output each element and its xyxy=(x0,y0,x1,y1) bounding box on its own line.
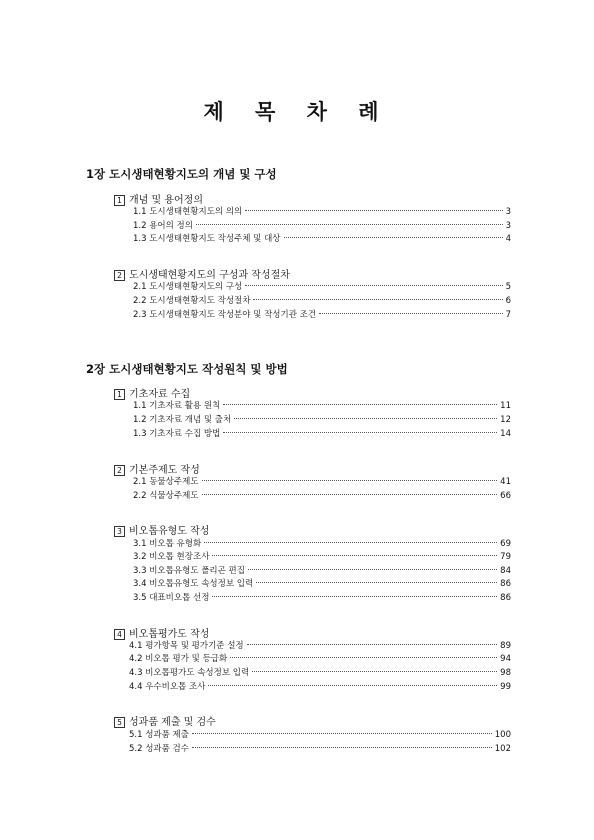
toc-entry[interactable] xyxy=(133,233,511,246)
toc-entry[interactable] xyxy=(133,538,511,551)
section-number-box: 2 xyxy=(114,270,125,281)
toc-entry[interactable] xyxy=(133,414,511,427)
section-title: 도시생태현황지도의 구성과 작성절차 xyxy=(129,270,290,281)
toc-entry-label: 1.3 도시생태현황지도 작성주체 및 대상 xyxy=(133,234,281,244)
toc-entry[interactable] xyxy=(129,653,511,666)
section-title: 기본주제도 작성 xyxy=(129,465,200,476)
toc-entry-page: 3 xyxy=(505,207,511,217)
toc-entry-label: 2.1 도시생태현황지도의 구성 xyxy=(133,282,243,292)
dot-leader xyxy=(204,542,497,543)
toc-entry-page: 66 xyxy=(500,491,511,501)
toc-entry-page: 41 xyxy=(500,477,511,487)
dot-leader xyxy=(196,224,503,225)
section-number-box: 1 xyxy=(114,195,125,206)
dot-leader xyxy=(252,671,497,672)
toc-entry[interactable] xyxy=(129,681,511,694)
section-title: 비오톱평가도 작성 xyxy=(129,629,210,640)
toc-entry-label: 1.3 기초자료 수집 방법 xyxy=(133,429,221,439)
section-title: 기초자료 수집 xyxy=(129,389,191,400)
toc-entry[interactable] xyxy=(133,490,511,503)
toc-entry-label: 2.2 식물상주제도 xyxy=(133,491,199,501)
toc-entry-page: 6 xyxy=(505,296,511,306)
dot-leader xyxy=(212,555,497,556)
section-title: 비오톱유형도 작성 xyxy=(129,526,210,537)
toc-entry[interactable] xyxy=(133,309,511,322)
section-number-box: 2 xyxy=(114,465,125,476)
toc-entry-page: 11 xyxy=(500,401,511,411)
toc-entry[interactable] xyxy=(133,428,511,441)
toc-entry-page: 5 xyxy=(505,282,511,292)
toc-entry[interactable] xyxy=(133,281,511,294)
section-number-box: 5 xyxy=(114,717,125,728)
section-heading xyxy=(114,625,209,640)
dot-leader xyxy=(319,313,503,314)
section-heading xyxy=(114,713,216,728)
toc-entry[interactable] xyxy=(129,729,511,742)
toc-entry-label: 1.1 기초자료 활용 원칙 xyxy=(133,401,221,411)
toc-entry-page: 12 xyxy=(500,415,511,425)
toc-entry-label: 2.1 동물상주제도 xyxy=(133,477,199,487)
dot-leader xyxy=(223,404,497,405)
toc-entry-label: 4.4 우수비오톱 조사 xyxy=(129,682,206,692)
section-number-box: 4 xyxy=(114,629,125,640)
dot-leader xyxy=(284,237,503,238)
chapter-heading: 1장 도시생태현황지도의 개념 및 구성 xyxy=(86,167,277,181)
toc-entry-label: 3.3 비오톱유형도 폴리곤 편집 xyxy=(133,566,245,576)
dot-leader xyxy=(223,432,497,433)
toc-entry-label: 3.1 비오톱 유형화 xyxy=(133,539,202,549)
section-number-box: 1 xyxy=(114,389,125,400)
toc-entry[interactable] xyxy=(133,295,511,308)
toc-entry-page: 79 xyxy=(500,552,511,562)
dot-leader xyxy=(256,582,497,583)
toc-entry-page: 4 xyxy=(505,234,511,244)
toc-entry-label: 4.3 비오톱평가도 속성정보 입력 xyxy=(129,668,250,678)
section-heading xyxy=(114,266,290,281)
toc-entry[interactable] xyxy=(133,578,511,591)
toc-entry-label: 4.2 비오톱 평가 및 등급화 xyxy=(129,654,228,664)
toc-entry-label: 1.1 도시생태현황지도의 의의 xyxy=(133,207,243,217)
toc-entry-page: 100 xyxy=(494,730,511,740)
toc-entry[interactable] xyxy=(133,592,511,605)
toc-entry-page: 14 xyxy=(500,429,511,439)
chapter-heading: 2장 도시생태현황지도 작성원칙 및 방법 xyxy=(86,362,288,376)
toc-entry-page: 98 xyxy=(500,668,511,678)
section-title: 개념 및 용어정의 xyxy=(129,195,203,206)
section-heading xyxy=(114,461,200,476)
dot-leader xyxy=(248,569,497,570)
toc-entry-page: 89 xyxy=(500,641,511,651)
toc-entry-page: 84 xyxy=(500,566,511,576)
section-heading xyxy=(114,191,203,206)
toc-entry-page: 86 xyxy=(500,579,511,589)
toc-entry-label: 2.3 도시생태현황지도 작성분야 및 작성기관 조건 xyxy=(133,310,317,320)
toc-entry-label: 3.5 대표비오톱 선정 xyxy=(133,593,210,603)
toc-entry-label: 1.2 기초자료 개념 및 출처 xyxy=(133,415,232,425)
toc-entry[interactable] xyxy=(133,476,511,489)
dot-leader xyxy=(208,685,497,686)
dot-leader xyxy=(245,210,502,211)
dot-leader xyxy=(202,480,498,481)
toc-entry-label: 5.1 성과품 제출 xyxy=(129,730,189,740)
toc-entry-page: 99 xyxy=(500,682,511,692)
toc-entry[interactable] xyxy=(133,565,511,578)
dot-leader xyxy=(230,657,497,658)
dot-leader xyxy=(245,285,502,286)
dot-leader xyxy=(234,418,497,419)
section-number-box: 3 xyxy=(114,526,125,537)
toc-entry[interactable] xyxy=(133,220,511,233)
toc-entry-page: 3 xyxy=(505,221,511,231)
section-heading xyxy=(114,522,209,537)
dot-leader xyxy=(253,299,502,300)
toc-entry[interactable] xyxy=(129,667,511,680)
toc-entry-label: 4.1 평가항목 및 평가기준 설정 xyxy=(129,641,244,651)
toc-entry[interactable] xyxy=(133,551,511,564)
toc-entry-label: 3.2 비오톱 현장조사 xyxy=(133,552,210,562)
toc-entry-page: 102 xyxy=(494,744,511,754)
dot-leader xyxy=(192,733,492,734)
dot-leader xyxy=(202,494,498,495)
dot-leader xyxy=(212,596,497,597)
toc-entry[interactable] xyxy=(133,400,511,413)
toc-entry[interactable] xyxy=(129,743,511,756)
dot-leader xyxy=(247,644,498,645)
toc-entry-page: 86 xyxy=(500,593,511,603)
toc-entry-page: 69 xyxy=(500,539,511,549)
dot-leader xyxy=(192,747,492,748)
toc-entry-label: 1.2 용어의 정의 xyxy=(133,221,193,231)
toc-entry[interactable] xyxy=(133,206,511,219)
section-heading xyxy=(114,385,190,400)
toc-entry-label: 3.4 비오톱유형도 속성정보 입력 xyxy=(133,579,254,589)
section-title: 성과품 제출 및 검수 xyxy=(129,717,216,728)
toc-entry-page: 94 xyxy=(500,654,511,664)
toc-entry-page: 7 xyxy=(505,310,511,320)
toc-entry-label: 5.2 성과품 검수 xyxy=(129,744,189,754)
toc-entry[interactable] xyxy=(129,640,511,653)
page-title: 제 목 차 례 xyxy=(203,100,391,124)
toc-entry-label: 2.2 도시생태현황지도 작성절차 xyxy=(133,296,251,306)
